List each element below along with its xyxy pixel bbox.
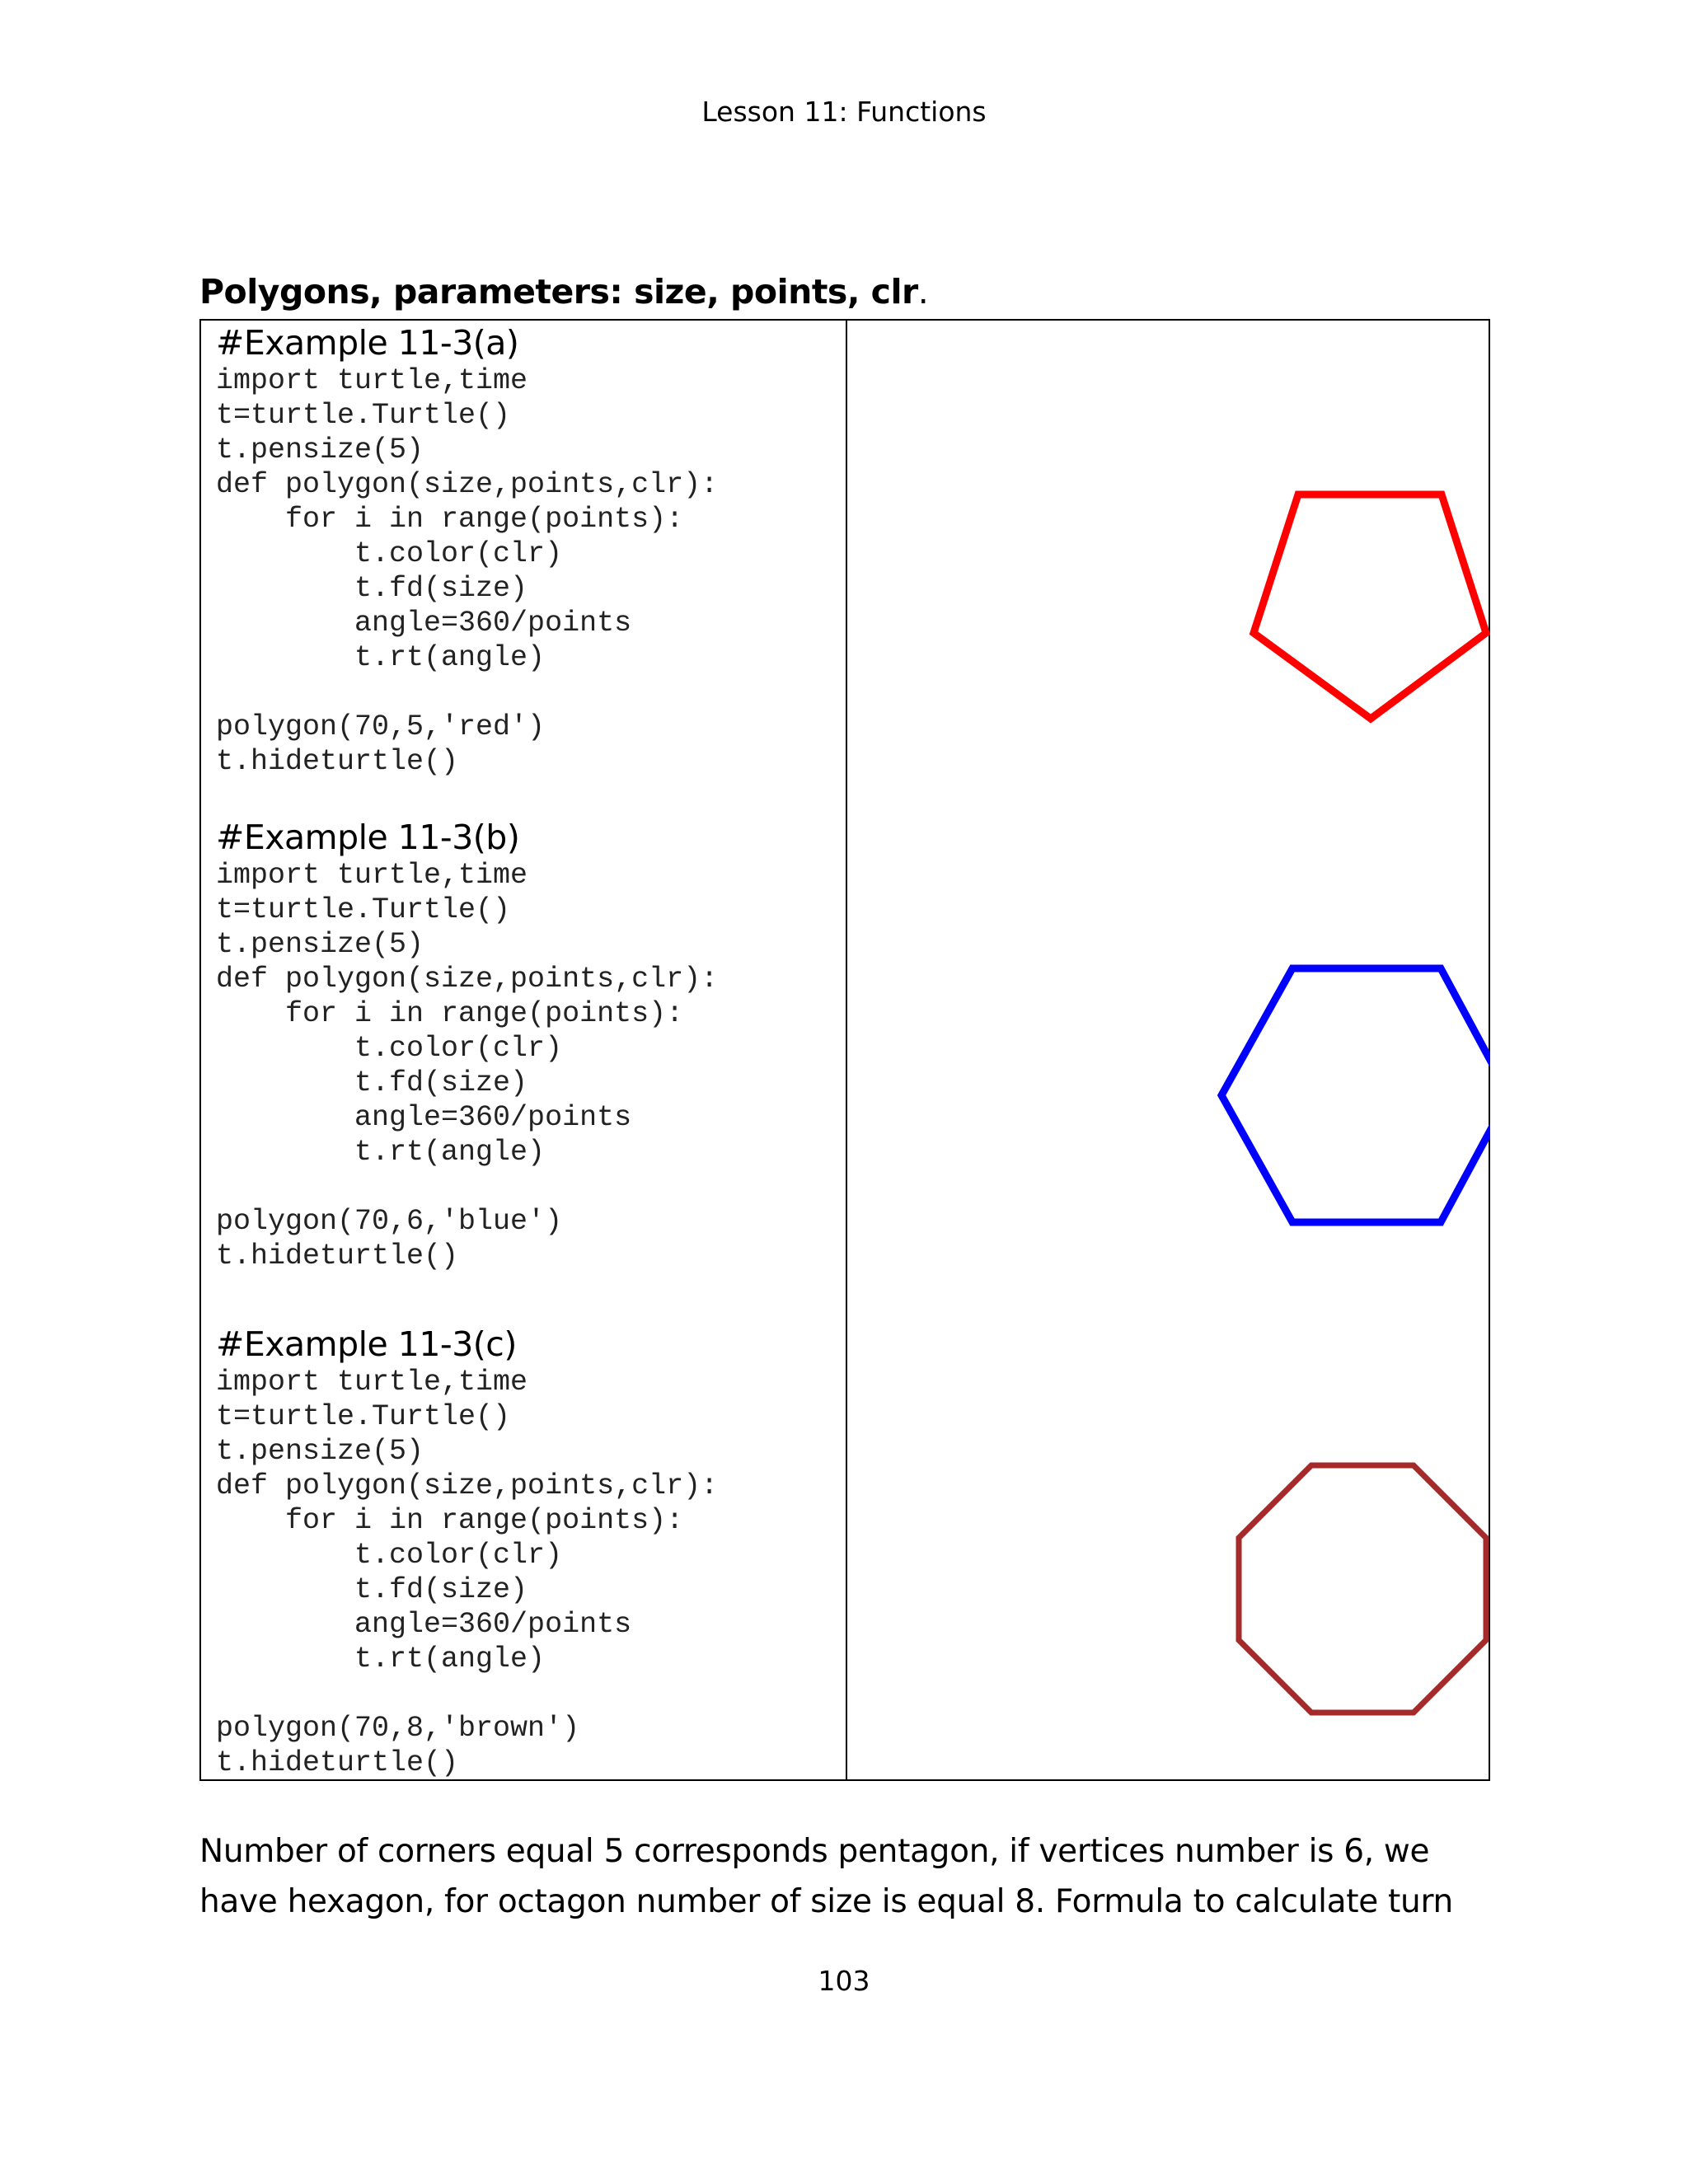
turtle-output-drawing xyxy=(847,321,1490,1779)
paragraph-line: Number of corners equal 5 corresponds pentagon, if vertices number is 6, we xyxy=(199,1833,1430,1870)
example-a xyxy=(216,322,718,779)
example-b xyxy=(216,817,718,1273)
body-paragraph xyxy=(199,1826,1502,1927)
example-title: #Example 11-3(b) xyxy=(216,818,520,857)
code-block: import turtle,time t=turtle.Turtle() t.pensize(5) def polygon(size,points,clr): for i in range(points): t.color(clr) t.fd(size) angle=360/points t.rt(angle) polygon(70,5,'red') t.hideturtle() xyxy=(216,364,719,778)
code-block: import turtle,time t=turtle.Turtle() t.pensize(5) def polygon(size,points,clr): for i in range(points): t.color(clr) t.fd(size) angle=360/points t.rt(angle) polygon(70,6,'blue') t.hideturtle() xyxy=(216,859,719,1272)
section-title-period: . xyxy=(917,272,929,312)
example-c xyxy=(216,1324,718,1780)
hexagon-shape xyxy=(1221,968,1490,1222)
section-title-text: Polygons, parameters: size, points, clr xyxy=(199,272,918,312)
code-column xyxy=(201,321,846,1779)
examples-table xyxy=(199,319,1490,1781)
page-header: Lesson 11: Functions xyxy=(701,96,987,128)
output-column xyxy=(847,321,1490,1779)
octagon-shape xyxy=(1239,1465,1486,1713)
example-title: #Example 11-3(a) xyxy=(216,323,519,363)
paragraph-line: have hexagon, for octagon number of size is equal 8. Formula to calculate turn xyxy=(199,1883,1453,1920)
page-number: 103 xyxy=(818,1965,870,1997)
pentagon-shape xyxy=(1254,494,1486,719)
section-title xyxy=(199,272,928,312)
example-title: #Example 11-3(c) xyxy=(216,1324,517,1364)
code-block: import turtle,time t=turtle.Turtle() t.pensize(5) def polygon(size,points,clr): for i in range(points): t.color(clr) t.fd(size) angle=360/points t.rt(angle) polygon(70,8,'brown') t.hideturtle() xyxy=(216,1366,719,1779)
